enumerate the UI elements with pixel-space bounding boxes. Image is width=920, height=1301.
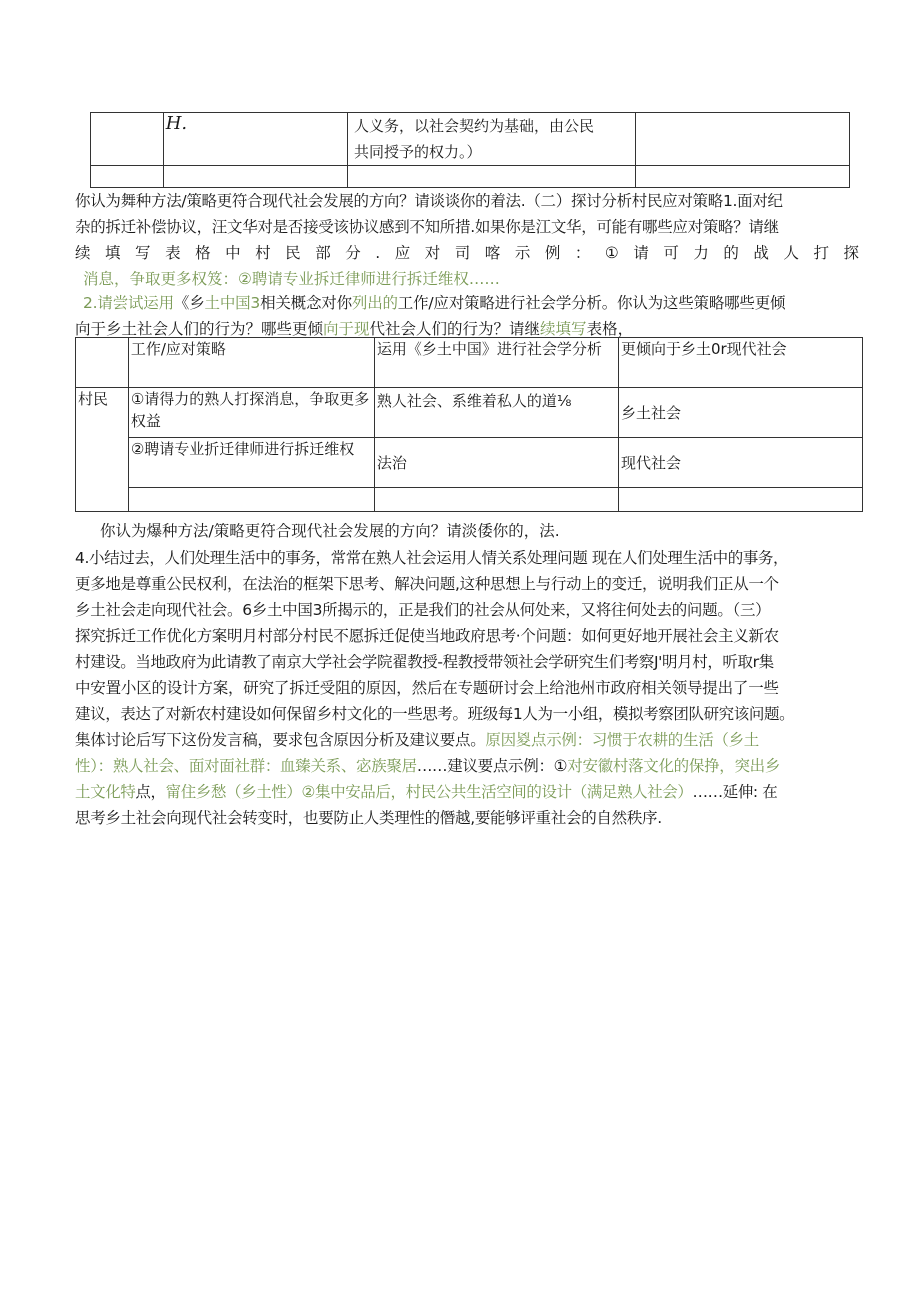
analysis-cell: 法治	[374, 438, 618, 488]
top-table-cell	[635, 166, 849, 188]
table-row	[76, 388, 863, 438]
paragraph-discussion: 你认为舞种方法/策略更符合现代社会发展的方向？请谈谈你的着法.（二）探讨分析村民应对策略1.面对纪 杂的拆迁补偿协议，汪文华对是否接受该协议感到不知所措.如果你是江文华，可能有哪些应对策略？请继 续填写表格中村民部分.应对司喀示例：①请可力的战人打探 消息，争取更多权笈：②聘请专业拆迁律师进行拆迁维权……	[75, 192, 863, 288]
top-table-cell-h: H.	[163, 113, 347, 166]
strategy-cell: ②聘请专业折迁律师进行拆迁维权	[128, 438, 374, 488]
tendency-cell: 现代社会	[618, 438, 862, 488]
table-header-row	[76, 338, 863, 388]
top-table-cell	[163, 166, 347, 188]
row-group-label: 村民	[76, 388, 129, 512]
top-table-cell-empty	[91, 113, 164, 166]
paragraph-question: 你认为爆种方法/策略更符合现代社会发展的方向？请淡倭你的，法.	[100, 522, 560, 540]
analysis-cell: 熟人社会、系维着私人的道⅛	[374, 388, 618, 438]
tendency-cell	[618, 488, 862, 512]
header-cell-strategy: 工作/应对策略	[128, 338, 374, 388]
tendency-cell: 乡土社会	[618, 388, 862, 438]
paragraph-task-2: 2.请尝试运用《乡土中国3相关概念对你列出的工作/应对策略进行社会学分析。你认为这些策略哪些更倾 向于乡土社会人们的行为？哪些更倾向于现代社会人们的行为？请继续填写表格，	[75, 294, 786, 338]
top-table-cell-empty-right	[635, 113, 849, 166]
strategy-cell	[128, 488, 374, 512]
top-table	[90, 112, 850, 188]
paragraph-summary: 4.小结过去，人们处理生活中的事务，常常在熟人社会运用人情关系处理问题 现在人们处理生活中的事务， 更多地是尊重公民权利，在法治的框架下思考、解决问题,这种思想上与行动上的变迁，说明我们正从一个 乡土社会走向现代社会。6乡土中国3所揭示的，正是我们的社会从何处来，又将往何处去的问题。（三） 探究拆迁工作优化方案明月村部分村民不愿拆迁促使当地政府思考·个问题：如何更好地开展社会主义新农 村建设。当地政府为此请教了南京大学社会学院翟教授-程教授带领社会学研究生们考察J'明月村，听取r集 中安置小区的设计方案，研究了拆迁受阻的原因，然后在专题研讨会上给池州市政府相关领导提出了一些 建议，表达了对新农村建设如何保留乡村文化的一些思考。班级每1人为一小组，模拟考察团队研究该问题。 集体讨论后写下这份发言稿，要求包含原因分析及建议要点。原因㚇点示例：习惯于农耕的生活（乡土 性）：熟人社会、面对面社群：血臻关系、宓族聚居……建议要点示例：①对安徽村落文化的保挣，突出乡 土文化特点，甯住乡愁（乡土性）②集中安品后，村民公共生活空间的设计（满足熟人社会）……延伸: 在 思考乡土社会向现代社会转变时，也要防止人类理性的僭越,要能够评重社会的自然秩序.	[75, 549, 795, 827]
header-cell-empty	[76, 338, 129, 388]
top-table-cell	[347, 166, 635, 188]
header-cell-tendency: 更倾向于乡土0r现代社会	[618, 338, 862, 388]
top-table-cell-text: 人义务，以社会契约为基础，由公民 共同授予的权力。）	[347, 113, 635, 166]
table-row	[76, 488, 863, 512]
header-cell-analysis: 运用《乡土中国》进行社会学分析	[374, 338, 618, 388]
analysis-cell	[374, 488, 618, 512]
table-row	[76, 438, 863, 488]
top-table-cell	[91, 166, 164, 188]
strategy-cell: ①请得力的熟人打探消息，争取更多权益	[128, 388, 374, 438]
strategy-table	[75, 337, 863, 512]
